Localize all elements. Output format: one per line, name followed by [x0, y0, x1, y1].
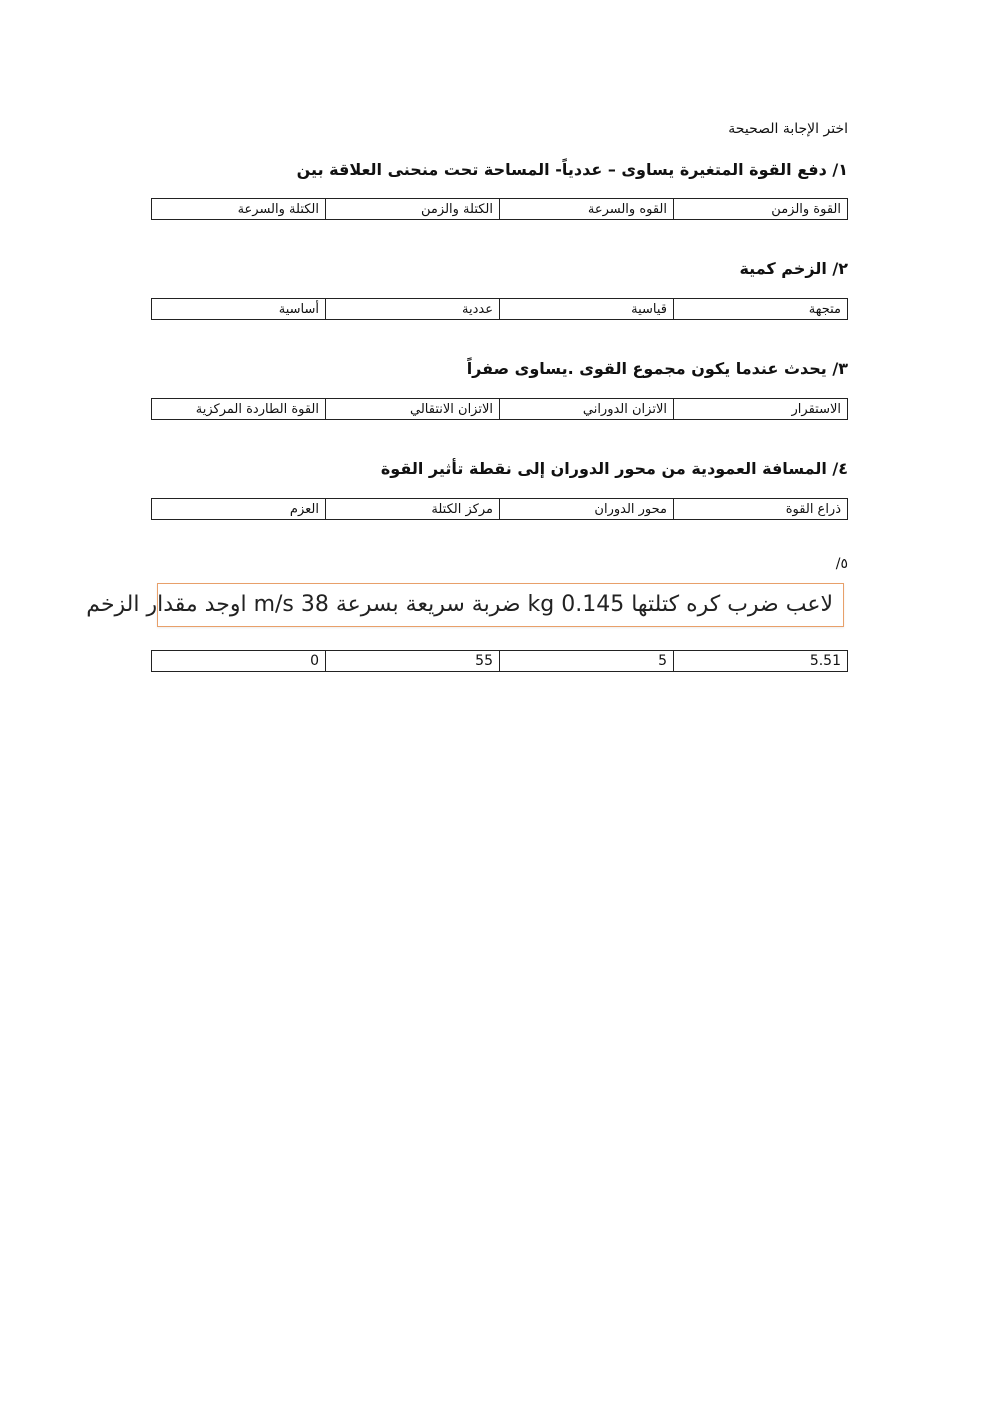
question-4-options	[151, 498, 848, 520]
question-2-options	[151, 298, 848, 320]
question-5-option-1[interactable]: 5.51	[673, 651, 847, 671]
question-4-option-1[interactable]: ذراع القوة	[673, 499, 847, 519]
question-3-options	[151, 398, 848, 420]
question-1-option-4[interactable]: الكتلة والسرعة	[237, 202, 319, 217]
instruction-text: اختر الإجابة الصحيحة	[728, 121, 848, 137]
question-4-text: ٤/ المسافة العمودية من محور الدوران إلى نقطة تأثير القوة	[380, 459, 848, 478]
question-2-text: ٢/ الزخم كمية	[739, 259, 848, 278]
question-5-problem-text: لاعب ضرب كره كتلتها 0.145 kg ضربة سريعة بسرعة 38 m/s اوجد مقدار الزخم	[86, 592, 833, 617]
question-1-option-1[interactable]: القوة والزمن	[673, 199, 847, 219]
question-2-option-1[interactable]: متجهة	[673, 299, 847, 319]
question-4-option-2[interactable]: محور الدوران	[499, 499, 673, 519]
question-5-options	[151, 650, 848, 672]
question-5-option-3[interactable]: 55	[325, 651, 499, 671]
question-2-option-4[interactable]: أساسية	[278, 302, 319, 317]
question-1-options	[151, 198, 848, 220]
question-1-option-2[interactable]: القوه والسرعة	[499, 199, 673, 219]
question-5-number: ٥/	[835, 556, 848, 572]
question-3-text: ٣/ يحدث عندما يكون مجموع القوى .يساوى صفراً	[466, 359, 848, 378]
question-5-option-2[interactable]: 5	[499, 651, 673, 671]
question-5-option-4[interactable]: 0	[310, 653, 319, 669]
question-3-option-3[interactable]: الاتزان الانتقالي	[325, 399, 499, 419]
question-2-option-2[interactable]: قياسية	[499, 299, 673, 319]
question-5-problem-box	[86, 583, 844, 627]
question-3-option-1[interactable]: الاستقرار	[673, 399, 847, 419]
question-3-option-4[interactable]: القوة الطاردة المركزية	[195, 402, 319, 417]
question-2-option-3[interactable]: عددية	[325, 299, 499, 319]
question-4-option-3[interactable]: مركز الكتلة	[325, 499, 499, 519]
question-4-option-4[interactable]: العزم	[289, 502, 319, 517]
question-1-option-3[interactable]: الكتلة والزمن	[325, 199, 499, 219]
question-3-option-2[interactable]: الاتزان الدوراني	[499, 399, 673, 419]
question-1-text: ١/ دفع القوة المتغيرة يساوى – عددياً- المساحة تحت منحنى العلاقة بين	[296, 160, 848, 179]
